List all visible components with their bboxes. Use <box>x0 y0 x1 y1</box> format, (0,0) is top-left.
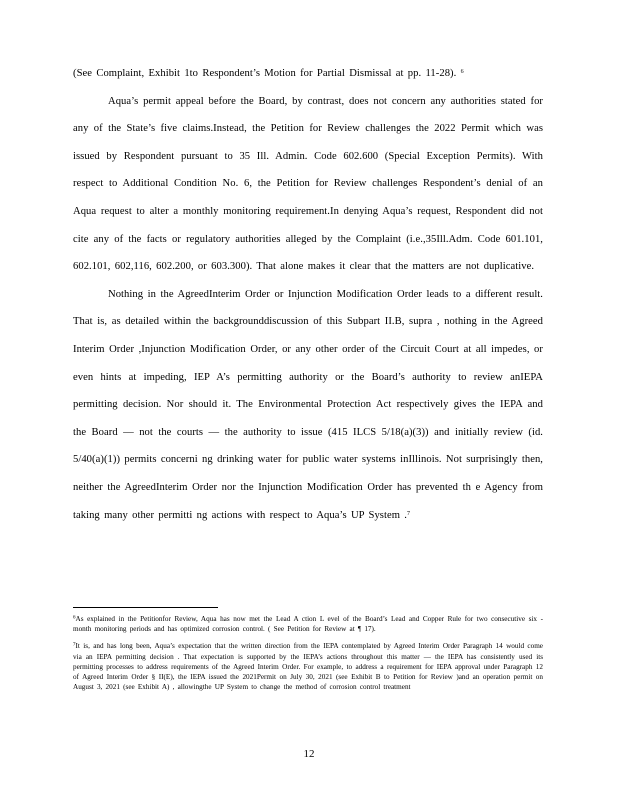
paragraph-1 <box>73 60 543 88</box>
page-number: 12 <box>303 748 315 760</box>
footnote-7-text: It is, and has long been, Aqua’s expectation that the written direction from the IEPA contemplated by Agreed Interim Order Paragraph 14 would come via an IEPA permitting decision . That expectation is supported by the IEPA’s actions throughout this matter — the IEPA has consistently used its permitting processes to address requirements of the Agreed Interim Order. For example, to address a requirement for IEPA approval under Paragraph 12 of Agreed Interim Order § II(E), the IEPA issued the 2021Permit on July 30, 2021 (see Exhibit B to Petition for Review )and an operation permit on August 3, 2021 (see Exhibit A) , allowingthe UP System to change the method of corrosion control treatment <box>73 642 543 692</box>
paragraph-3-text: Nothing in the AgreedInterim Order or Injunction Modification Order leads to a different result. That is, as detailed within the backgrounddiscussion of this Subpart II.B, supra , nothing in the Agreed Interim Order ,Injunction Modification Order, or any other order of the Circuit Court at all impedes, or even hints at impeding, IEP A’s permitting authority or the Board’s authority to review anIEPA permitting decision. Nor should it. The Environmental Protection Act respectively gives the IEPA and the Board — not the courts — the authority to issue (415 ILCS 5/18(a)(3)) and initially review (id. 5/40(a)(1)) permits concerni ng drinking water for public water systems inIllinois. Not surprisingly then, neither the AgreedInterim Order nor the Injunction Modification Order has prevented th e Agency from taking many other permitti ng actions with respect to Aqua’s UP System . <box>73 288 543 521</box>
footnote-ref-6: 6 <box>460 69 464 75</box>
footnote-ref-7: 7 <box>407 510 411 517</box>
paragraph-2: Aqua’s permit appeal before the Board, by contrast, does not concern any authorities stated for any of the State’s five claims.Instead, the Petition for Review challenges the 2022 Permit which was issued by Respondent pursuant to 35 Ill. Admin. Code 602.600 (Special Exception Permits). With respect to Additional Condition No. 6, the Petition for Review challenges Respondent’s denial of an Aqua request to alter a monthly monitoring requirement.In denying Aqua’s request, Respondent did not cite any of the facts or regulatory authorities alleged by the Complaint (i.e.,35Ill.Adm. Code 601.101, 602.101, 602,116, 602.200, or 603.300). That alone makes it clear that the matters are not duplicative. <box>73 95 543 273</box>
paragraph-1-text: (See Complaint, Exhibit 1to Respondent’s Motion for Partial Dismissal at pp. 11-28). <box>73 68 457 79</box>
footnote-separator <box>73 607 218 608</box>
footnote-6 <box>73 614 543 634</box>
footnote-number-7: 7 <box>73 642 76 648</box>
footnote-number-6: 6 <box>73 615 76 621</box>
body-text <box>73 60 543 529</box>
footnote-7 <box>73 641 543 692</box>
paragraph-3 <box>73 281 543 529</box>
footnote-6-text: As explained in the Petitionfor Review, Aqua has now met the Lead A ction L evel of the Board’s Lead and Copper Rule for two consecutive six - month monitoring periods and has optimized corrosion control. ( See Petition for Review at ¶ 17). <box>73 615 543 634</box>
footnotes <box>73 614 543 699</box>
